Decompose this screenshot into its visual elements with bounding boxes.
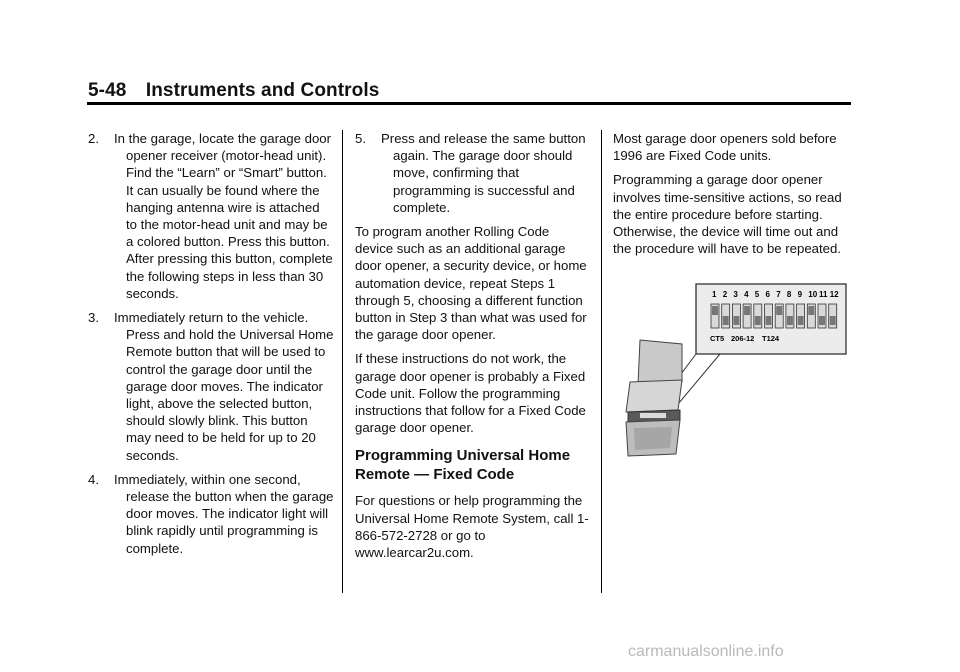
step-number: 5. [355,131,366,146]
dip-number: 7 [776,290,781,299]
dip-number: 11 [819,290,828,299]
page-header [88,80,379,102]
dip-switch-toggle [733,316,739,325]
column-3 [613,130,853,264]
column-divider [342,130,343,593]
watermark: carmanualsonline.info [628,643,784,660]
dip-number: 8 [786,290,792,299]
dip-switch-toggle [830,316,836,325]
dip-switch-toggle [819,316,825,325]
dip-switch-toggle [776,306,782,315]
dip-number: 10 [808,290,818,299]
dip-number: 9 [797,290,803,299]
step-text: Immediately return to the vehicle. Press and hold the Universal Home Remote button that will be used to control the garage door until the garage door moves. The indicator light, above the selected button, should slowly blink. This button may need to be held for up to 20 seconds. [114,310,334,463]
dip-switch-toggle [766,316,772,325]
step-3 [88,309,334,464]
remote-body [626,380,682,412]
dip-switch-figure [610,282,850,467]
code-label: T124 [762,334,780,343]
header-rule [87,102,851,105]
page-number: 5-48 [88,80,127,101]
dip-number: 5 [754,290,760,299]
step-5 [355,130,591,216]
dip-number: 4 [744,290,749,299]
code-label: CT5 [710,334,725,343]
dip-switch-toggle [808,306,814,315]
step-number: 2. [88,131,99,146]
dip-number: 2 [722,290,728,299]
help-paragraph: For questions or help programming the Universal Home Remote System, call 1-866-572-2728 or go to www.learcar2u.com. [355,493,589,561]
fixed-code-heading: Programming Universal Home Remote — Fixed Code [355,447,571,484]
step-number: 4. [88,471,99,487]
step-text: Immediately, within one second, release the button when the garage door moves. The indicator light will blink rapidly until programming is complete. [114,471,334,556]
dip-number: 1 [712,290,717,299]
section-title: Instruments and Controls [145,80,380,101]
code-label: 206-12 [731,334,755,343]
remote-top [638,340,682,384]
dip-switch-illustration [610,282,850,467]
dip-switch-toggle [744,306,750,315]
step-number: 3. [88,310,99,326]
dip-switch-toggle [712,306,718,315]
dip-switch-toggle [723,316,729,325]
step-text: Press and release the same button again. The garage door should move, confirming that programming is successful and complete. [381,131,586,215]
dip-switch-toggle [755,316,761,325]
time-sensitive-paragraph: Programming a garage door opener involves time-sensitive actions, so read the entire procedure before starting. Otherwise, the device will time out and the procedure will have to be repeated. [613,172,842,257]
dip-switch-toggle [787,316,793,325]
fixed-code-hint-paragraph: If these instructions do not work, the garage door opener is probably a Fixed Code unit. Follow the programming instructions that follow for a Fixed Code garage door opener. [355,351,586,436]
column-1 [88,130,334,564]
fixed-code-units-paragraph: Most garage door openers sold before 1996 are Fixed Code units. [613,131,837,164]
dip-number: 12 [829,290,839,299]
step-text: In the garage, locate the garage door opener receiver (motor-head unit). Find the “Learn” or “Smart” button. It can usually be found where the hanging antenna wire is attached to the motor-head unit and may be a colored button. Press this button. After pressing this button, complete the following steps in less than 30 seconds. [114,131,333,301]
remote-dip-block [640,413,666,418]
column-divider [601,130,602,593]
column-2 [355,130,591,568]
rolling-code-paragraph: To program another Rolling Code device such as an additional garage door opener, a security device, or home automation device, repeat Steps 1 through 5, choosing a different function button in Step 3 than what was used for the garage door opener. [355,224,587,343]
dip-number: 6 [765,290,770,299]
remote-inset [634,427,672,450]
step-2 [88,130,334,302]
dip-number: 3 [733,290,738,299]
dip-switch-toggle [798,316,804,325]
step-4 [88,471,334,557]
